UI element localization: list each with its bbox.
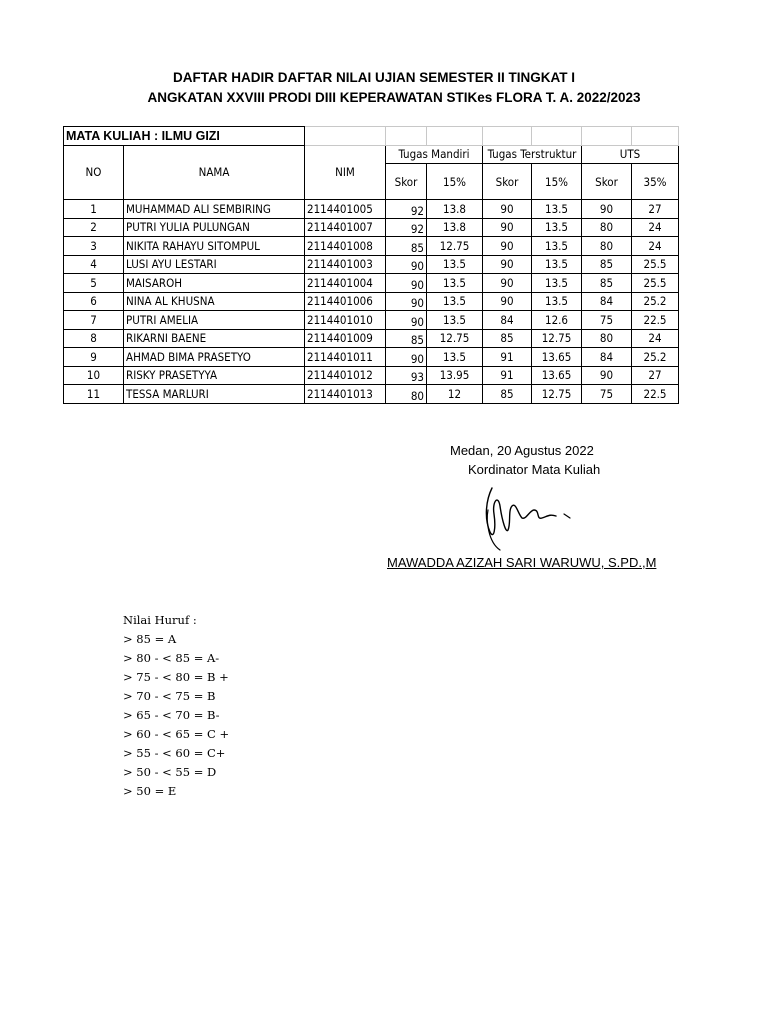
- cell-tm-pct: 13.5: [427, 311, 483, 330]
- header-nim: NIM: [305, 145, 386, 200]
- cell-tm-pct: 13.5: [427, 274, 483, 293]
- cell-uts-skor: 75: [582, 385, 632, 404]
- table-row: [64, 348, 679, 367]
- table-body: [64, 200, 679, 404]
- legend-item: > 80 - < 85 = A-: [123, 651, 220, 665]
- cell-tm-pct: 12: [427, 385, 483, 404]
- cell-uts-skor: 90: [582, 200, 632, 219]
- cell-tm-skor: 85: [386, 237, 427, 256]
- cell-no: 5: [64, 274, 124, 293]
- cell-nama: PUTRI YULIA PULUNGAN: [124, 218, 305, 237]
- cell-nim: 2114401012: [305, 366, 386, 385]
- table-row: [64, 274, 679, 293]
- header-tt-skor: Skor: [483, 164, 532, 200]
- cell-uts-skor: 80: [582, 218, 632, 237]
- cell-nim: 2114401007: [305, 218, 386, 237]
- cell-tt-skor: 84: [483, 311, 532, 330]
- cell-uts-pct: 25.2: [632, 348, 679, 367]
- course-name: MATA KULIAH : ILMU GIZI: [64, 127, 305, 146]
- cell-nama: RISKY PRASETYYA: [124, 366, 305, 385]
- cell-tm-pct: 13.8: [427, 218, 483, 237]
- cell-uts-skor: 85: [582, 274, 632, 293]
- cell-nama: AHMAD BIMA PRASETYO: [124, 348, 305, 367]
- header-tm-pct: 15%: [427, 164, 483, 200]
- cell-no: 1: [64, 200, 124, 219]
- cell-tm-pct: 13.5: [427, 348, 483, 367]
- cell-uts-pct: 22.5: [632, 311, 679, 330]
- cell-no: 8: [64, 329, 124, 348]
- cell-tm-pct: 12.75: [427, 329, 483, 348]
- cell-tt-skor: 91: [483, 348, 532, 367]
- cell-nim: 2114401011: [305, 348, 386, 367]
- cell-tt-pct: 13.5: [532, 274, 582, 293]
- cell-nama: NIKITA RAHAYU SITOMPUL: [124, 237, 305, 256]
- cell-tt-skor: 90: [483, 274, 532, 293]
- signer-role: Kordinator Mata Kuliah: [468, 462, 601, 477]
- place-date: Medan, 20 Agustus 2022: [450, 443, 594, 458]
- legend-title: Nilai Huruf :: [123, 613, 197, 627]
- cell-uts-skor: 80: [582, 329, 632, 348]
- header-tugas-mandiri: Tugas Mandiri: [386, 145, 483, 164]
- cell-nama: NINA AL KHUSNA: [124, 292, 305, 311]
- header-uts-pct: 35%: [632, 164, 679, 200]
- cell-tm-pct: 13.95: [427, 366, 483, 385]
- cell-tt-pct: 13.5: [532, 218, 582, 237]
- cell-tm-skor: 80: [386, 385, 427, 404]
- cell-tt-pct: 13.5: [532, 237, 582, 256]
- cell-no: 3: [64, 237, 124, 256]
- cell-nim: 2114401003: [305, 255, 386, 274]
- cell-no: 9: [64, 348, 124, 367]
- cell-uts-skor: 84: [582, 292, 632, 311]
- cell-tt-skor: 85: [483, 385, 532, 404]
- cell-tt-skor: 91: [483, 366, 532, 385]
- cell-tm-pct: 13.5: [427, 255, 483, 274]
- cell-tm-skor: 90: [386, 255, 427, 274]
- cell-tm-skor: 92: [386, 218, 427, 237]
- cell-uts-pct: 27: [632, 366, 679, 385]
- legend-item: > 55 - < 60 = C+: [123, 746, 226, 760]
- table-row: [64, 385, 679, 404]
- header-uts-skor: Skor: [582, 164, 632, 200]
- cell-uts-pct: 25.5: [632, 255, 679, 274]
- cell-uts-skor: 90: [582, 366, 632, 385]
- cell-nim: 2114401010: [305, 311, 386, 330]
- cell-nim: 2114401004: [305, 274, 386, 293]
- header-tugas-terstruktur: Tugas Terstruktur: [483, 145, 582, 164]
- cell-nama: PUTRI AMELIA: [124, 311, 305, 330]
- cell-tm-pct: 12.75: [427, 237, 483, 256]
- signer-name: MAWADDA AZIZAH SARI WARUWU, S.PD.,M: [387, 555, 657, 570]
- cell-nama: MAISAROH: [124, 274, 305, 293]
- legend-item: > 50 = E: [123, 784, 177, 798]
- cell-nama: TESSA MARLURI: [124, 385, 305, 404]
- header-tt-pct: 15%: [532, 164, 582, 200]
- cell-nim: 2114401005: [305, 200, 386, 219]
- signature-image: [478, 480, 578, 552]
- cell-tm-pct: 13.8: [427, 200, 483, 219]
- cell-nama: MUHAMMAD ALI SEMBIRING: [124, 200, 305, 219]
- table-row: [64, 237, 679, 256]
- cell-tt-pct: 13.5: [532, 292, 582, 311]
- cell-tm-skor: 90: [386, 292, 427, 311]
- cell-tt-pct: 13.65: [532, 366, 582, 385]
- cell-tm-skor: 90: [386, 348, 427, 367]
- cell-tt-skor: 90: [483, 200, 532, 219]
- cell-tt-skor: 90: [483, 218, 532, 237]
- cell-tt-skor: 90: [483, 237, 532, 256]
- cell-uts-pct: 24: [632, 237, 679, 256]
- cell-nim: 2114401006: [305, 292, 386, 311]
- cell-no: 4: [64, 255, 124, 274]
- table-row: [64, 366, 679, 385]
- cell-nim: 2114401013: [305, 385, 386, 404]
- grades-table: [63, 126, 679, 404]
- header-tm-skor: Skor: [386, 164, 427, 200]
- cell-no: 10: [64, 366, 124, 385]
- legend-item: > 75 - < 80 = B +: [123, 670, 229, 684]
- legend-item: > 65 - < 70 = B-: [123, 708, 220, 722]
- table-row: [64, 311, 679, 330]
- table-row: [64, 218, 679, 237]
- document-title-line2: ANGKATAN XXVIII PRODI DIII KEPERAWATAN STIKes FLORA T. A. 2022/2023: [147, 90, 641, 105]
- cell-tm-skor: 92: [386, 200, 427, 219]
- cell-uts-pct: 24: [632, 329, 679, 348]
- document-title-line1: DAFTAR HADIR DAFTAR NILAI UJIAN SEMESTER II TINGKAT I: [173, 70, 575, 85]
- cell-uts-pct: 22.5: [632, 385, 679, 404]
- cell-tt-pct: 13.5: [532, 255, 582, 274]
- cell-no: 7: [64, 311, 124, 330]
- cell-uts-skor: 84: [582, 348, 632, 367]
- cell-tt-skor: 90: [483, 255, 532, 274]
- cell-tt-pct: 13.65: [532, 348, 582, 367]
- cell-tt-skor: 90: [483, 292, 532, 311]
- cell-uts-pct: 25.2: [632, 292, 679, 311]
- table-row: [64, 292, 679, 311]
- cell-uts-skor: 75: [582, 311, 632, 330]
- header-uts: UTS: [582, 145, 679, 164]
- cell-tt-skor: 85: [483, 329, 532, 348]
- cell-uts-skor: 85: [582, 255, 632, 274]
- table-row: [64, 329, 679, 348]
- cell-uts-pct: 27: [632, 200, 679, 219]
- legend-item: > 85 = A: [123, 632, 177, 646]
- cell-nama: LUSI AYU LESTARI: [124, 255, 305, 274]
- cell-uts-pct: 24: [632, 218, 679, 237]
- legend-item: > 60 - < 65 = C +: [123, 727, 230, 741]
- legend-item: > 70 - < 75 = B: [123, 689, 216, 703]
- cell-no: 6: [64, 292, 124, 311]
- cell-tm-skor: 90: [386, 311, 427, 330]
- cell-tm-pct: 13.5: [427, 292, 483, 311]
- cell-no: 2: [64, 218, 124, 237]
- cell-tm-skor: 93: [386, 366, 427, 385]
- legend-item: > 50 - < 55 = D: [123, 765, 217, 779]
- cell-tt-pct: 13.5: [532, 200, 582, 219]
- cell-tm-skor: 90: [386, 274, 427, 293]
- header-nama: NAMA: [124, 145, 305, 200]
- cell-tt-pct: 12.6: [532, 311, 582, 330]
- cell-no: 11: [64, 385, 124, 404]
- cell-tm-skor: 85: [386, 329, 427, 348]
- header-no: NO: [64, 145, 124, 200]
- cell-nim: 2114401009: [305, 329, 386, 348]
- cell-uts-skor: 80: [582, 237, 632, 256]
- table-row: [64, 200, 679, 219]
- cell-tt-pct: 12.75: [532, 385, 582, 404]
- table-row: [64, 255, 679, 274]
- cell-nama: RIKARNI BAENE: [124, 329, 305, 348]
- cell-tt-pct: 12.75: [532, 329, 582, 348]
- cell-nim: 2114401008: [305, 237, 386, 256]
- cell-uts-pct: 25.5: [632, 274, 679, 293]
